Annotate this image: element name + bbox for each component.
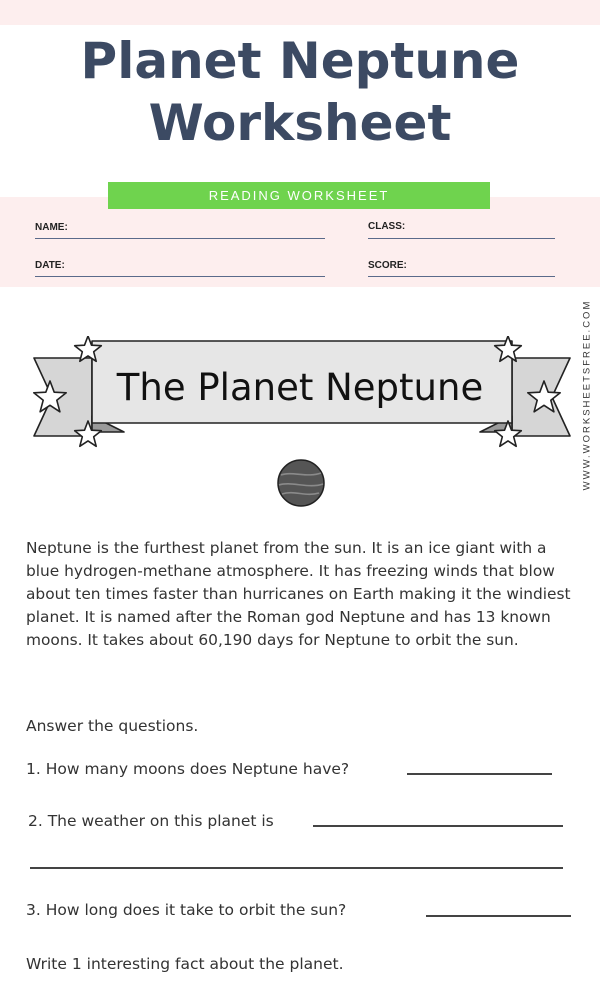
reading-passage: Neptune is the furthest planet from the sun. It is an ice giant with a blue hydrogen-methane atmosphere. It has freezing winds that blow about ten times faster than hurricanes on Earth making it the windiest planet. It is named after the Roman god Neptune and has 13 known moons. It takes about 60,190 days for Neptune to orbit the sun. — [26, 539, 571, 649]
answer-line-2a[interactable] — [313, 825, 563, 827]
instructions-text: Answer the questions. — [26, 717, 199, 735]
website-text: WWW.WORKSHEETSFREE.COM — [581, 299, 593, 491]
question-2: 2. The weather on this planet is — [28, 812, 274, 830]
score-label: SCORE: — [368, 260, 407, 271]
final-prompt: Write 1 interesting fact about the planet. — [26, 955, 344, 973]
answer-line-1[interactable] — [407, 773, 552, 775]
answer-line-3[interactable] — [426, 915, 571, 917]
neptune-planet-icon — [276, 458, 326, 508]
question-3: 3. How long does it take to orbit the sun? — [26, 901, 347, 919]
date-line[interactable] — [35, 276, 325, 277]
student-info-band — [0, 197, 600, 287]
date-label: DATE: — [35, 260, 65, 271]
name-line[interactable] — [35, 238, 325, 239]
question-1: 1. How many moons does Neptune have? — [26, 760, 350, 778]
reading-worksheet-label: READING WORKSHEET — [108, 182, 490, 209]
top-strip — [0, 0, 600, 25]
class-label: CLASS: — [368, 221, 406, 232]
answer-line-2b[interactable] — [30, 867, 563, 869]
name-label: NAME: — [35, 222, 68, 233]
title-line-1: Planet Neptune — [80, 32, 520, 90]
website-watermark — [578, 295, 596, 495]
class-line[interactable] — [368, 238, 555, 239]
page-title — [0, 30, 600, 154]
banner-title: The Planet Neptune — [116, 366, 484, 409]
title-line-2: Worksheet — [148, 94, 452, 152]
score-line[interactable] — [368, 276, 555, 277]
